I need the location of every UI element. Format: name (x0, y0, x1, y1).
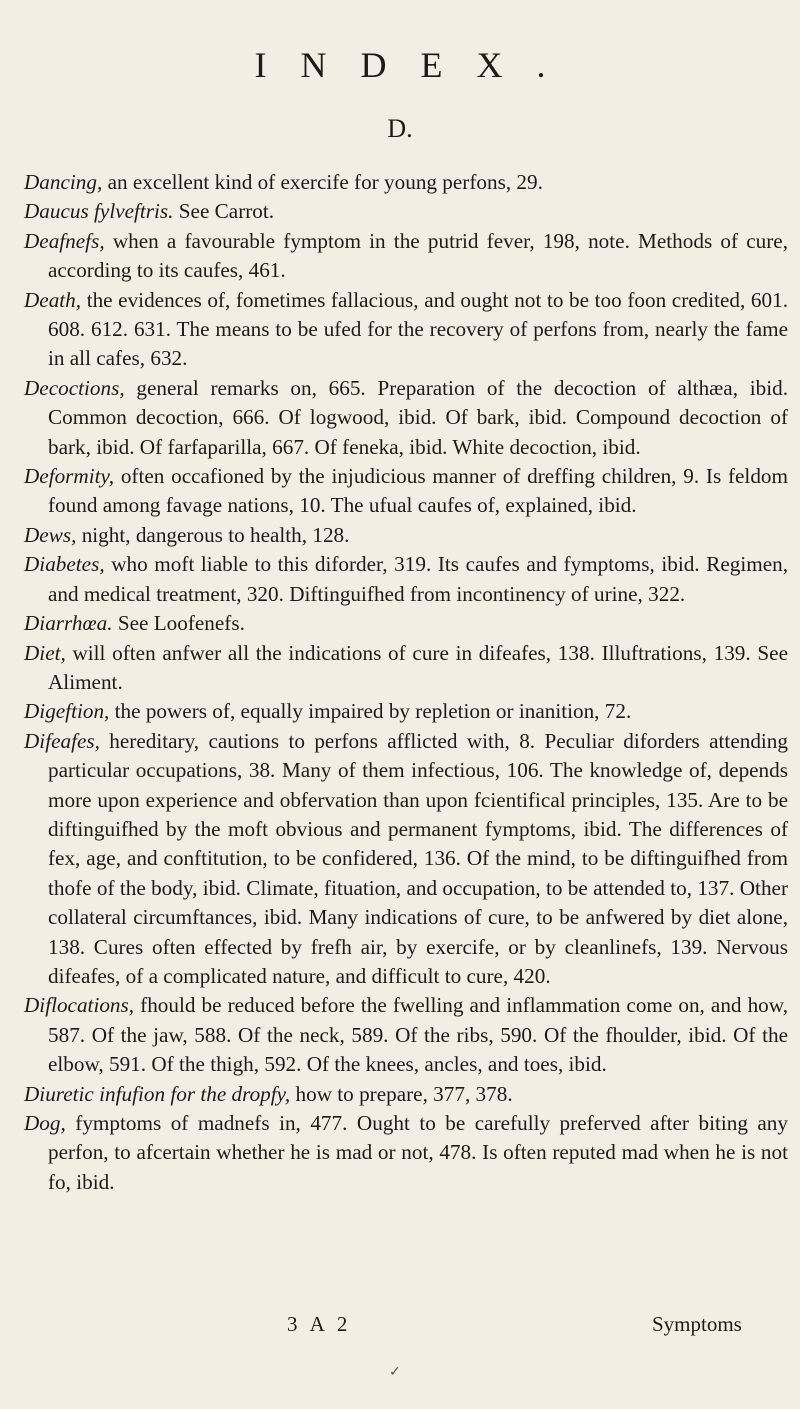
index-entry (24, 1080, 788, 1109)
index-entry (24, 727, 788, 992)
index-entry (24, 227, 788, 286)
entry-text: fymptoms of madnefs in, 477. Ought to be carefully preferved after biting any perfon, to afcertain whether he is mad or not, 478. Is often reputed mad when he is not fo, ibid. (48, 1111, 788, 1194)
index-entry (24, 462, 788, 521)
entry-text: night, dangerous to health, 128. (76, 522, 350, 547)
entry-head: Digeftion, (24, 699, 110, 724)
entry-head: Deformity, (24, 464, 115, 489)
entry-head: Diabetes, (24, 552, 105, 577)
index-entries (24, 168, 788, 1197)
index-entry (24, 550, 788, 609)
index-entry (24, 1109, 788, 1197)
entry-head: Dews, (24, 522, 77, 547)
entry-head: Diflocations, (24, 993, 135, 1018)
section-letter: D. (387, 114, 413, 143)
page-title: INDEX. (254, 45, 580, 85)
index-entry (24, 374, 788, 462)
entry-head: Death, (24, 287, 82, 312)
index-entry (24, 697, 788, 726)
entry-head: Diuretic infufion for the dropfy, (24, 1081, 291, 1106)
entry-text: See Carrot. (173, 199, 275, 224)
entry-text: often occafioned by the injudicious manner of dreffing children, 9. Is feldom found among favage nations, 10. The ufual caufes of, explained, ibid. (48, 464, 788, 518)
entry-head: Diet, (24, 640, 66, 665)
entry-head: Diarrhœa. (24, 611, 113, 636)
entry-text: how to prepare, 377, 378. (290, 1081, 513, 1106)
entry-text: the powers of, equally impaired by repletion or inanition, 72. (109, 699, 632, 724)
index-entry (24, 639, 788, 698)
index-entry (24, 521, 788, 550)
entry-text: general remarks on, 665. Preparation of the decoction of althæa, ibid. Common decoction, 666. Of logwood, ibid. Of bark, ibid. Compound decoction of bark, ibid. Of farfaparilla, 667. Of feneka, ibid. White decoction, ibid. (48, 375, 788, 459)
stray-mark-icon: ✓ (389, 1365, 401, 1380)
index-entry (24, 197, 788, 226)
index-entry (24, 168, 788, 197)
entry-head: Dog, (24, 1111, 66, 1135)
index-entry (24, 609, 788, 638)
entry-text: See Loofenefs. (112, 611, 245, 636)
entry-text: the evidences of, fometimes fallacious, and ought not to be too foon credited, 601. 608. 612. 631. The means to be ufed for the recovery of perfons from, nearly the fame in all cafes, 632. (48, 287, 788, 371)
entry-head: Daucus fylveftris. (24, 199, 174, 224)
entry-text: will often anfwer all the indications of cure in difeafes, 138. Illuftrations, 139. See Aliment. (48, 640, 788, 694)
entry-head: Difeafes, (24, 728, 100, 753)
printer-signature: 3 A 2 (287, 1312, 352, 1336)
entry-text: hereditary, cautions to perfons afflicted with, 8. Peculiar diforders attending particular occupations, 38. Many of them infectious, 106. The knowledge of, depends more upon experience and obfervation than upon fcientifical principles, 135. Are to be diftinguifhed by the moft obvious and permanent fymptoms, ibid. The differences of fex, age, and conftitution, to be confidered, 136. Of the mind, to be diftinguifhed from thofe of the body, ibid. Climate, fituation, and occupation, to be attended to, 137. Other collateral circumftances, ibid. Many indications of cure, to be anfwered by diet alone, 138. Cures often effected by frefh air, by exercife, or by cleanlinefs, 139. Nervous difeafes, of a complicated nature, and difficult to cure, 420. (48, 728, 788, 988)
entry-text: an excellent kind of exercife for young perfons, 29. (102, 170, 543, 194)
entry-head: Dancing, (24, 170, 103, 194)
index-entry (24, 991, 788, 1079)
index-entry (24, 286, 788, 374)
entry-head: Decoctions, (24, 375, 125, 400)
entry-text: when a favourable fymptom in the putrid fever, 198, note. Methods of cure, according to its caufes, 461. (48, 228, 788, 283)
entry-head: Deafnefs, (24, 228, 105, 253)
entry-text: who moft liable to this diforder, 319. Its caufes and fymptoms, ibid. Regimen, and medical treatment, 320. Diftinguifhed from incontinency of urine, 322. (48, 552, 788, 606)
entry-text: fhould be reduced before the fwelling and inflammation come on, and how, 587. Of the jaw, 588. Of the neck, 589. Of the ribs, 590. Of the fhoulder, ibid. Of the elbow, 591. Of the thigh, 592. Of the knees, ancles, and toes, ibid. (48, 993, 788, 1077)
catchword: Symptoms (652, 1312, 742, 1336)
